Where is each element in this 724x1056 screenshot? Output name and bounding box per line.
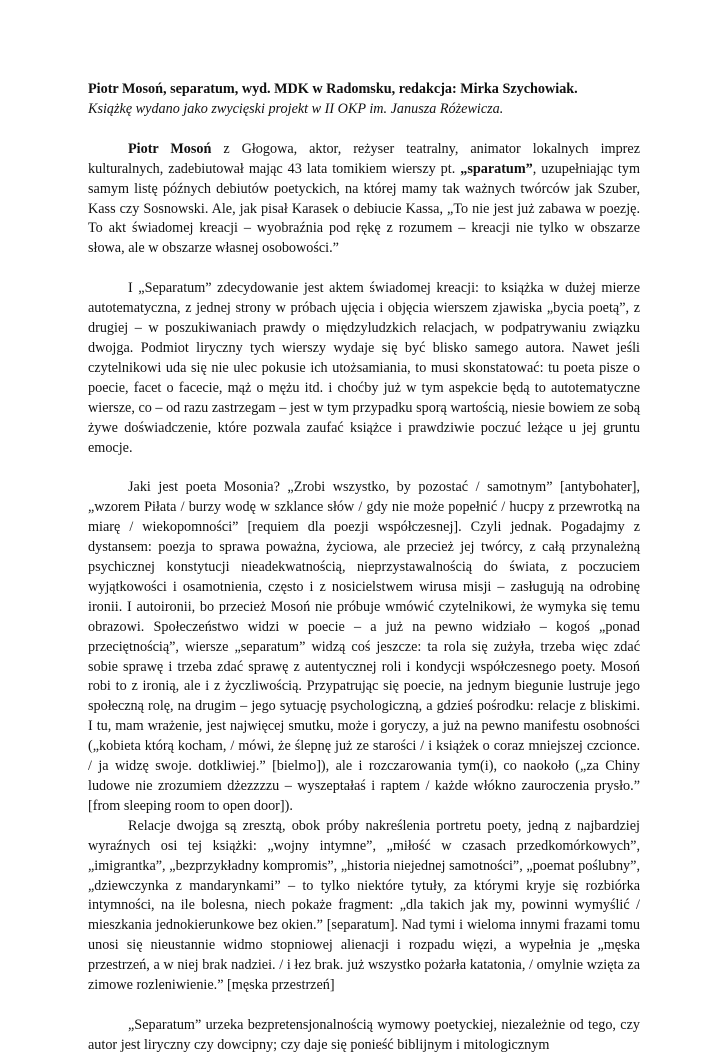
paragraph-5: „Separatum” urzeka bezpretensjonalnością wymowy poetyckiej, niezależnie od tego, czy autor jest liryczny czy dowcipny; czy daje się ponieść biblijnym i mitologicznym [88, 1016, 640, 1053]
spacer [88, 996, 640, 1016]
document-title: Piotr Mosoń, separatum, wyd. MDK w Radomsku, redakcja: Mirka Szychowiak. [88, 81, 578, 97]
spacer [88, 259, 640, 279]
document-page [88, 80, 640, 1056]
paragraph-1-text-a: z Głogowa, aktor, reżyser teatralny, animator lokalnych imprez kulturalnych, zadebiutował mając 43 lata tomikiem wierszy pt. [88, 140, 640, 177]
book-title: „sparatum” [460, 160, 533, 177]
document-subtitle: Książkę wydano jako zwycięski projekt w II OKP im. Janusza Różewicza. [88, 100, 504, 117]
paragraph-2: I „Separatum” zdecydowanie jest aktem świadomej kreacji: to książka w dużej mierze autotematyczna, z jednej strony w próbach ujęcia i objęcia wierszem zjawiska „bycia poetą”, z drugiej – w poszukiwaniach prawdy o międzyludzkich relacjach, w podpatrywaniu związku dwojga. Podmiot liryczny tych wierszy wydaje się być blisko samego autora. Nawet jeśli czytelnikowi uda się nie ulec pokusie ich utożsamiania, to musi skonstatować: tu poeta pisze o poecie, facet o facecie, mąż o mężu itd. i choćby już w tym aspekcie będą to autotematyczne wiersze, co – od razu zastrzegam – jest w tym przypadku sporą wartością, niesie bowiem ze sobą żywe doświadczenie, które pozwala zaufać książce i prawdziwie poczuć leżące u jej gruntu emocje. [88, 280, 640, 456]
paragraph-3: Jaki jest poeta Mosonia? „Zrobi wszystko, by pozostać / samotnym” [antybohater], „wzorem Piłata / burzy wodę w szklance słów / gdy nie może popełnić / hucpy z przewrotką na miarę / wiekopomności” [requiem dla poezji współczesnej]. Czyli jednak. Pogadajmy z dystansem: poezja to sprawa poważna, życiowa, ale przecież jej twórcy, z całą przynależną psychicznej konstytucji nieadekwatnością, nieprzystawalnością do świata, z poczuciem wyjątkowości i osamotnienia, często i z nosicielstwem wirusa misji – zasługują na odrobinę ironii. I autoironii, bo przecież Mosoń nie próbuje wmówić czytelnikowi, że wymyka się temu obrazowi. Społeczeństwo widzi w poecie – a już na pewno widziało – kogoś „ponad przeciętnością”, wiersze „separatum” widzą coś jeszcze: ta rola się zużyła, trzeba więc zdać sobie sprawę i trzeba zdać sprawę z autentycznej roli i kondycji współczesnego poety. Mosoń robi to z ironią, ale i z życzliwością. Przypatrując się poecie, na jednym biegunie lustruje jego społeczną rolę, na drugim – jego sytuację psychologiczną, a gdzieś pośrodku: relacje z bliskimi. I tu, mam wrażenie, jest najwięcej smutku, może i goryczy, a już na pewno manifestu osobności („kobieta którą kocham, / mówi, że ślepnę już ze starości / i książek o coraz mniejszej czcionce. / ja widzę swoje. dotkliwiej.” [bielmo]), ale i rozczarowania tym(i), co naokoło („za Chiny ludowe nie zrozumiem dżezzzzu – wyszeptałaś i raptem / każde włókno zauroczenia prysło.” [from sleeping room to open door]). [88, 479, 640, 814]
spacer [88, 458, 640, 478]
spacer [88, 120, 640, 140]
author-name: Piotr Mosoń [128, 140, 212, 157]
paragraph-4: Relacje dwojga są zresztą, obok próby nakreślenia portretu poety, jedną z najbardziej wyraźnych osi tej książki: „wojny intymne”, „miłość w czasach przedkomórkowych”, „imigrantka”, „bezprzykładny kompromis”, „historia niejednej samotności”, „poemat poślubny”, „dziewczynka z mandarynkami” – to tylko niektóre tytuły, za którymi kryje się rozbiórka intymności, na ile bolesna, niech pokaże fragment: „dla takich jak my, powinni wymyślić / mieszkania jednokierunkowe bez okien.” [separatum]. Nad tymi i wieloma innymi frazami tomu unosi się nieustannie widmo stopniowej alienacji i rozpadu więzi, a wypełnia je „męska przestrzeń, a w niej brak nadziei. / i łez brak. już wszystko pożarła katatonia, / omylnie wzięta za zimowe rozleniwienie.” [męska przestrzeń] [88, 817, 640, 994]
paragraph-1-text-b: , uzupełniając tym samym listę późnych debiutów poetyckich, na której mamy tak ważnych twórców jak Szuber, Kass czy Sosnowski. Ale, jak pisał Karasek o debiucie Kassa, „To nie jest już zabawa w poezję. To akt świadomej kreacji – wyobraźnia pod rękę z rozumem – kreacji nie tylko w obszarze słowa, ale w obszarze własnej osobowości.” [88, 160, 640, 257]
paragraph-1 [88, 140, 640, 259]
